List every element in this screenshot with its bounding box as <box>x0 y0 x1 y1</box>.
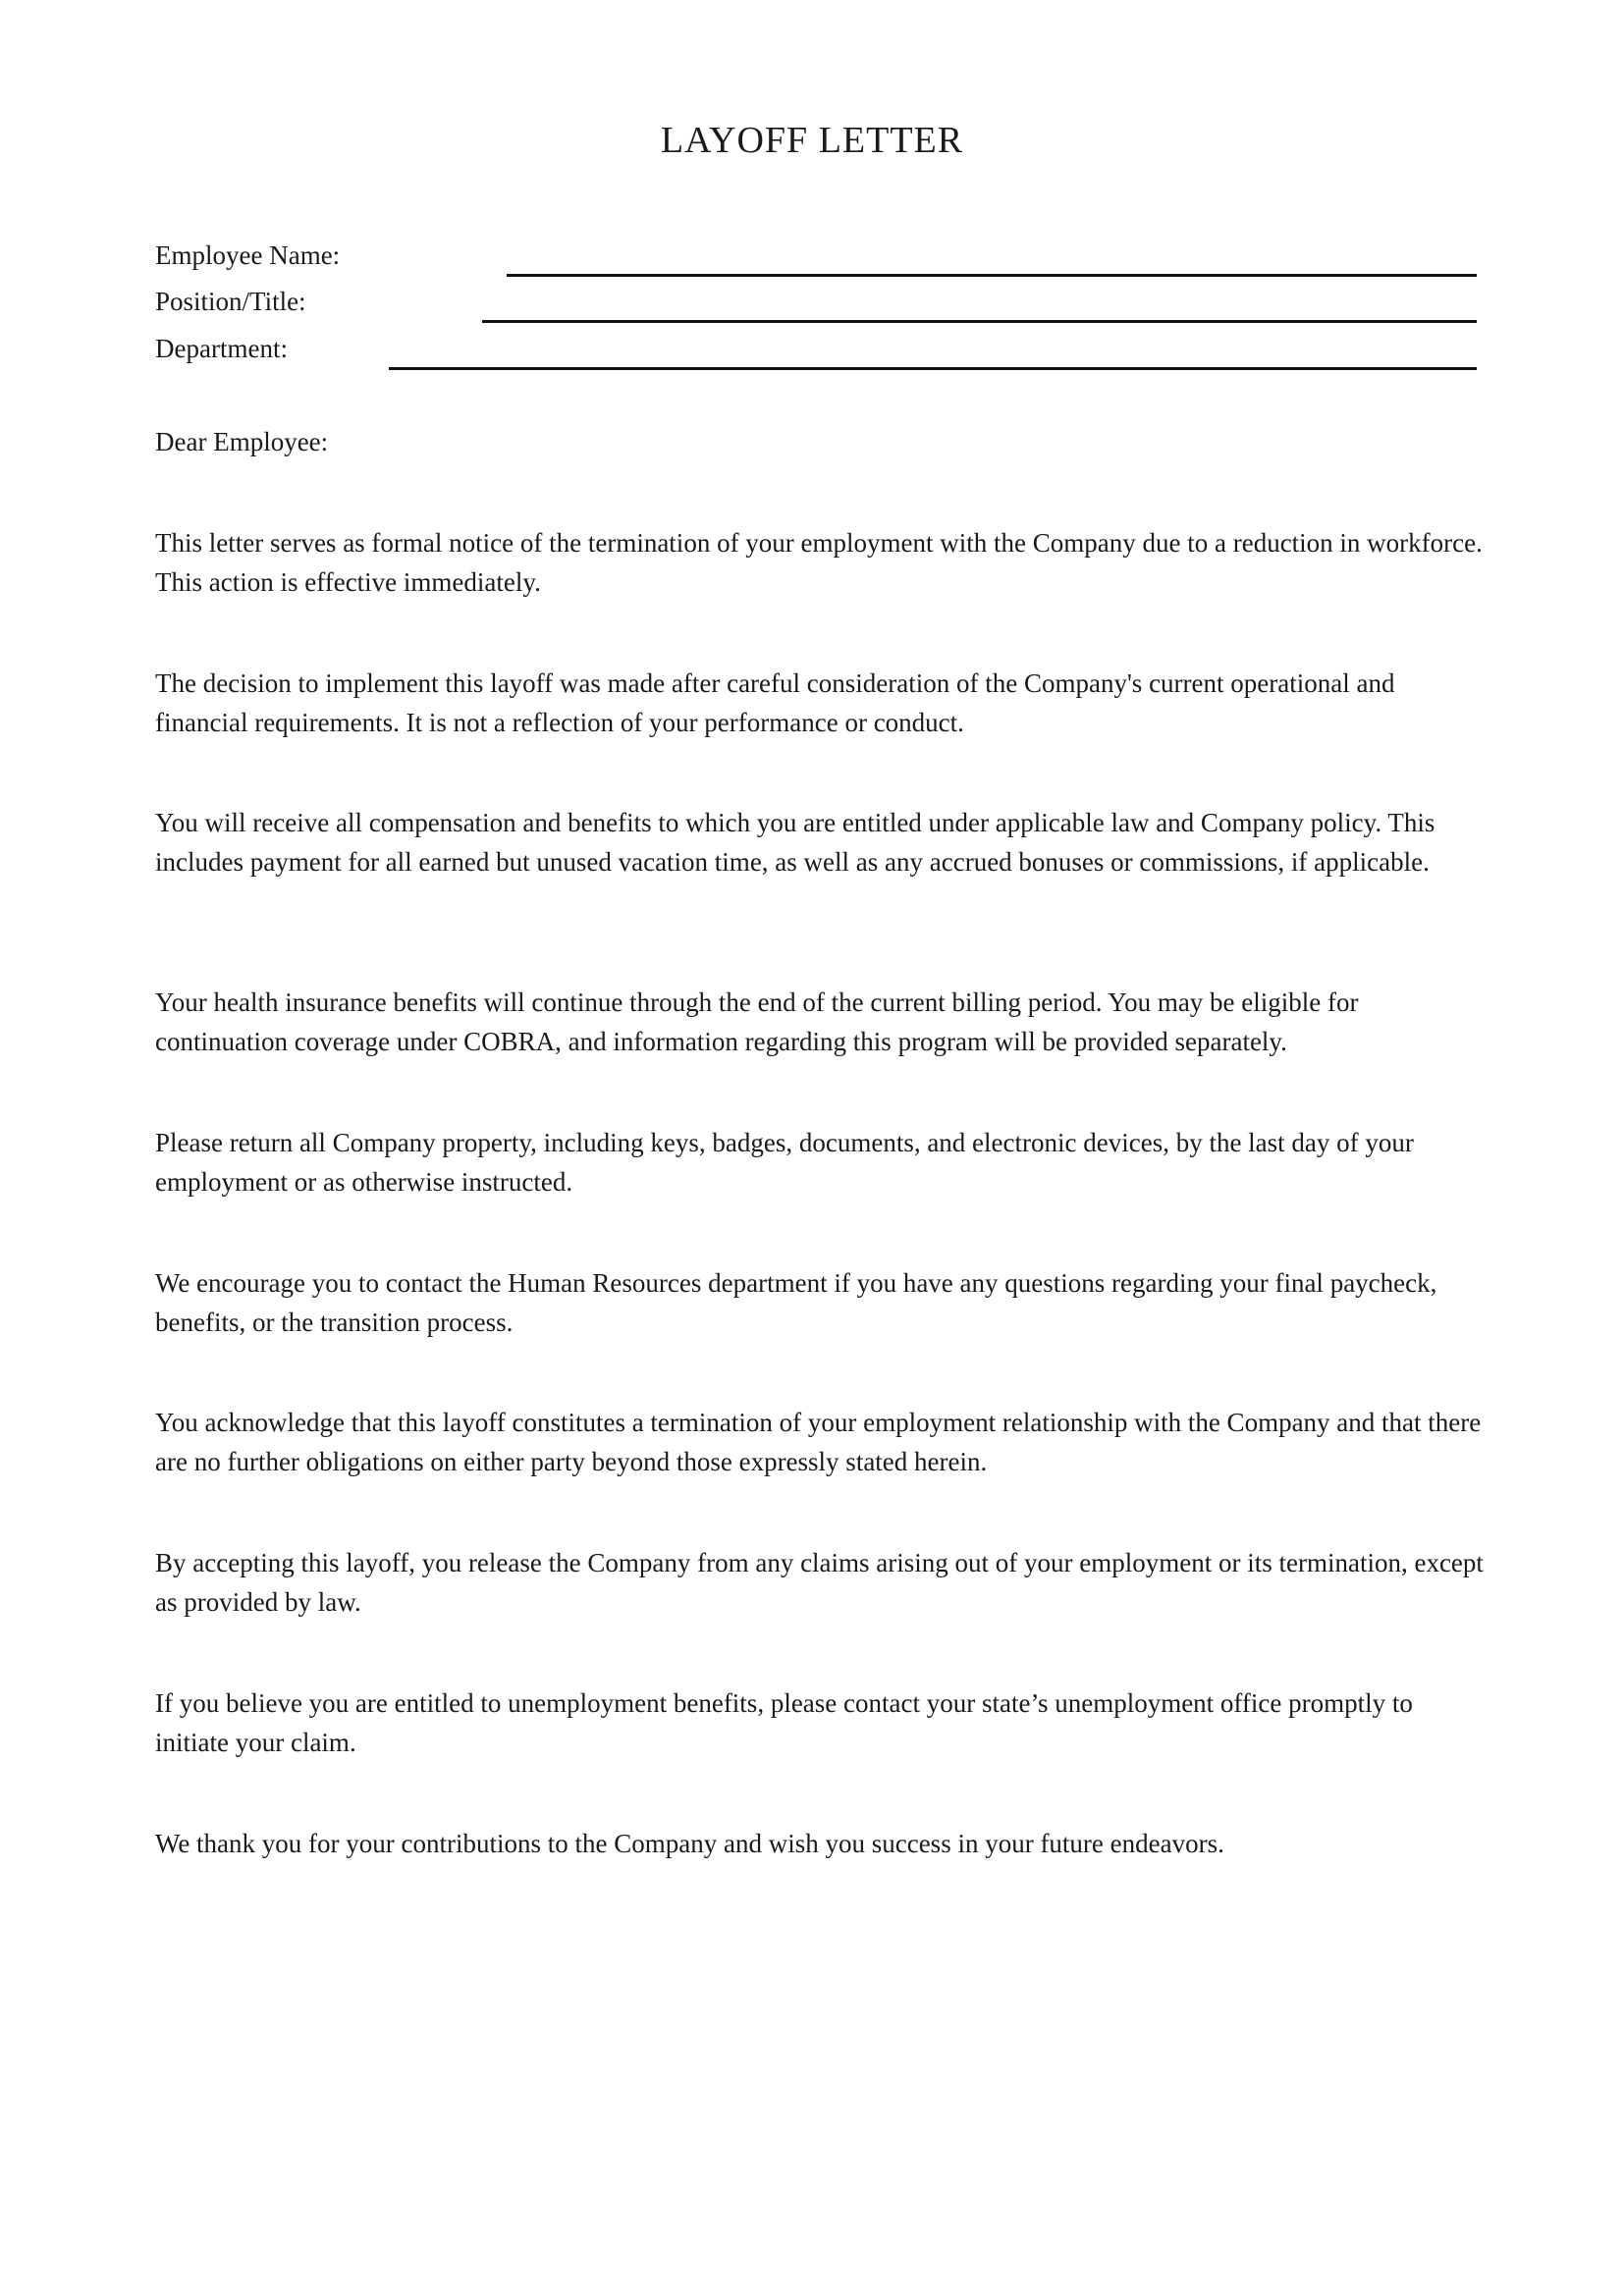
employee-name-label: Employee Name: <box>155 240 341 270</box>
position-title-row <box>155 284 1477 319</box>
department-line[interactable] <box>389 367 1477 370</box>
paragraph-compensation: You will receive all compensation and benefits to which you are entitled under applicable law and Company policy. This includes payment for all earned but unused vacation time, as well as any accrued bonuses or commissions, if applicable. <box>155 808 1435 877</box>
paragraph-termination-notice: This letter serves as formal notice of the termination of your employment with the Company due to a reduction in workforce. This action is effective immediately. <box>155 528 1483 597</box>
document-title: LAYOFF LETTER <box>660 120 964 161</box>
department-row <box>155 331 1477 366</box>
paragraph-release-of-claims: By accepting this layoff, you release the Company from any claims arising out of your employment or its termination, except as provided by law. <box>155 1548 1484 1617</box>
paragraph-unemployment: If you believe you are entitled to unemployment benefits, please contact your state’s unemployment office promptly to initiate your claim. <box>155 1688 1413 1757</box>
department-label: Department: <box>155 334 288 363</box>
position-title-label: Position/Title: <box>155 287 306 316</box>
position-title-line[interactable] <box>482 320 1477 323</box>
employee-name-row <box>155 238 1477 273</box>
paragraph-thank-you: We thank you for your contributions to the Company and wish you success in your future endeavors. <box>155 1829 1224 1858</box>
paragraph-company-property: Please return all Company property, including keys, badges, documents, and electronic devices, by the last day of your employment or as otherwise instructed. <box>155 1128 1414 1197</box>
paragraph-hr-contact: We encourage you to contact the Human Resources department if you have any questions regarding your final paycheck, benefits, or the transition process. <box>155 1268 1437 1337</box>
paragraph-health-insurance: Your health insurance benefits will continue through the end of the current billing period. You may be eligible for continuation coverage under COBRA, and information regarding this program will be provided separately. <box>155 988 1359 1056</box>
paragraph-decision: The decision to implement this layoff was made after careful consideration of the Company's current operational and financial requirements. It is not a reflection of your performance or conduct. <box>155 668 1395 737</box>
greeting: Dear Employee: <box>155 427 329 456</box>
paragraph-acknowledgement: You acknowledge that this layoff constitutes a termination of your employment relationship with the Company and that there are no further obligations on either party beyond those expressly stated herein. <box>155 1408 1482 1476</box>
employee-name-line[interactable] <box>507 274 1477 277</box>
